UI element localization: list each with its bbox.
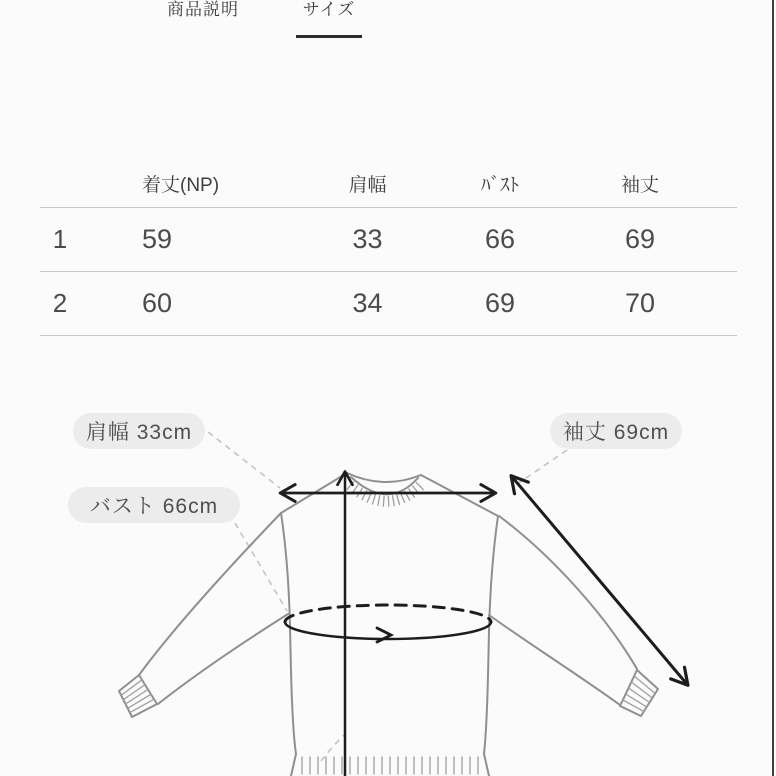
shoulder-width-value: 33 — [352, 224, 383, 254]
sleeve-length-value: 70 — [624, 288, 656, 318]
shoulder-width-value: 34 — [352, 288, 383, 318]
table-row — [40, 271, 737, 336]
sleeve-connector-line — [513, 450, 567, 487]
bust-connector-line — [235, 523, 287, 611]
bust-label: バスト 66cm — [68, 487, 240, 523]
tab-size[interactable]: サイズ — [302, 0, 356, 19]
measurement-arrows — [283, 474, 686, 776]
size-label: 2 — [52, 288, 68, 318]
col-header-bust: ﾊﾞｽﾄ — [480, 175, 519, 196]
shoulder-width-label: 肩幅 33cm — [73, 413, 205, 449]
table-row — [40, 207, 737, 271]
hem-crease-line — [321, 735, 344, 761]
size-table — [40, 160, 737, 336]
knit-rib-lines — [121, 482, 655, 774]
bust-value: 66 — [484, 224, 516, 254]
body-length-value: 60 — [142, 288, 173, 318]
body-length-value: 59 — [142, 224, 173, 254]
shoulder-connector-line — [208, 432, 280, 488]
tab-product-description[interactable]: 商品説明 — [167, 0, 239, 19]
sleeve-length-label: 袖丈 69cm — [550, 413, 682, 449]
col-header-body-length: 着丈(NP) — [142, 175, 220, 196]
size-table-header-row — [40, 160, 737, 207]
active-tab-underline — [296, 35, 362, 38]
size-label: 1 — [52, 224, 68, 254]
col-header-shoulder-width: 肩幅 — [348, 175, 387, 196]
bust-value: 69 — [484, 288, 516, 318]
col-header-sleeve-length: 袖丈 — [620, 175, 659, 196]
sleeve-length-arrow — [513, 478, 686, 683]
sleeve-length-value: 69 — [624, 224, 656, 254]
bust-ellipse-dashed — [285, 605, 491, 622]
